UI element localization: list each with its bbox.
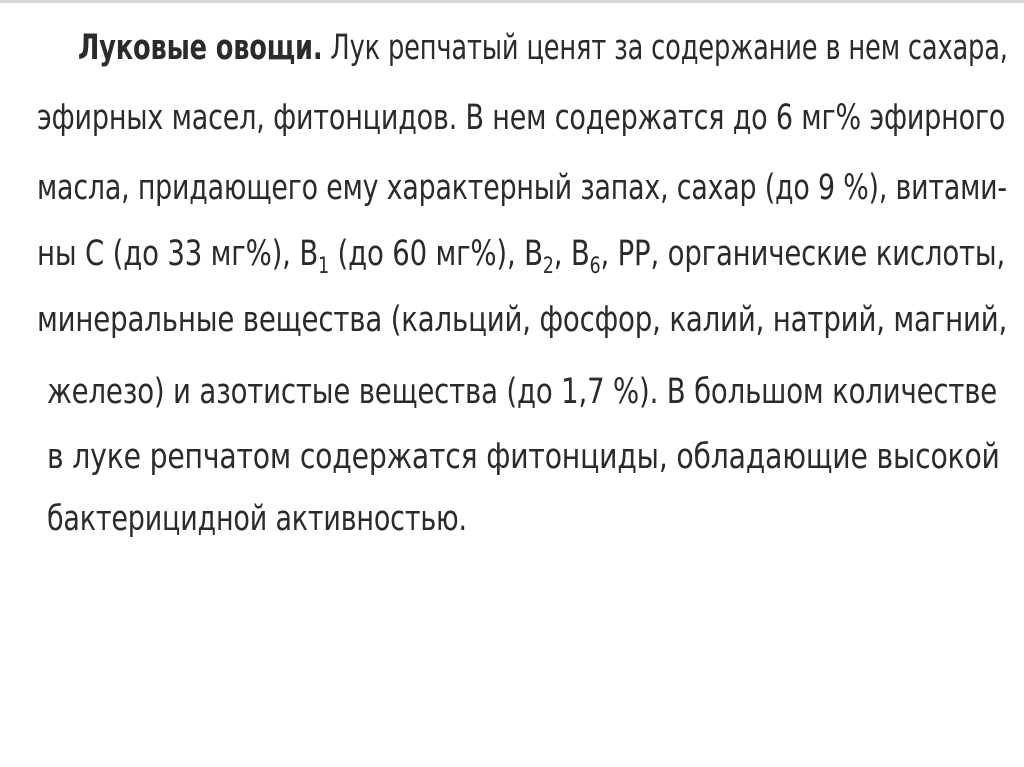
line-4-text-b: (до 60 мг%), В bbox=[328, 234, 543, 274]
subscript-1: 1 bbox=[318, 254, 329, 279]
paragraph-line-4 bbox=[37, 234, 1006, 279]
paragraph-line-8 bbox=[47, 499, 467, 539]
line-4-text-c: , В bbox=[553, 234, 590, 274]
line-4-text-a: ны С (до 33 мг%), В bbox=[37, 234, 319, 274]
line-1-text: Лук репчатый ценят за содержание в нем сахара, bbox=[322, 28, 1008, 68]
paragraph-line-3 bbox=[37, 168, 1007, 208]
line-3-text: масла, придающего ему характерный запах, сахар (до 9 %), витами- bbox=[37, 168, 1007, 208]
line-5-text: минеральные вещества (кальций, фосфор, калий, натрий, магний, bbox=[37, 300, 1008, 340]
paragraph-heading: Луковые овощи. bbox=[78, 28, 323, 68]
paragraph-line-1 bbox=[78, 28, 1008, 68]
line-7-text: в луке репчатом содержатся фитонциды, обладающие высокой bbox=[47, 437, 1000, 477]
line-8-text: бактерицидной активностью. bbox=[47, 499, 467, 539]
paragraph-line-2 bbox=[37, 98, 1005, 138]
paragraph-line-5 bbox=[37, 300, 1007, 340]
paragraph-line-6 bbox=[47, 372, 997, 412]
subscript-2: 2 bbox=[542, 254, 554, 279]
paragraph-line-7 bbox=[47, 437, 1000, 477]
line-4-text-d: , РР, органические кислоты, bbox=[600, 234, 1006, 274]
subscript-6: 6 bbox=[589, 254, 601, 279]
line-2-text: эфирных масел, фитонцидов. В нем содержатся до 6 мг% эфирного bbox=[37, 98, 1006, 138]
line-6-text: железо) и азотистые вещества (до 1,7 %). В большом количестве bbox=[47, 372, 998, 412]
